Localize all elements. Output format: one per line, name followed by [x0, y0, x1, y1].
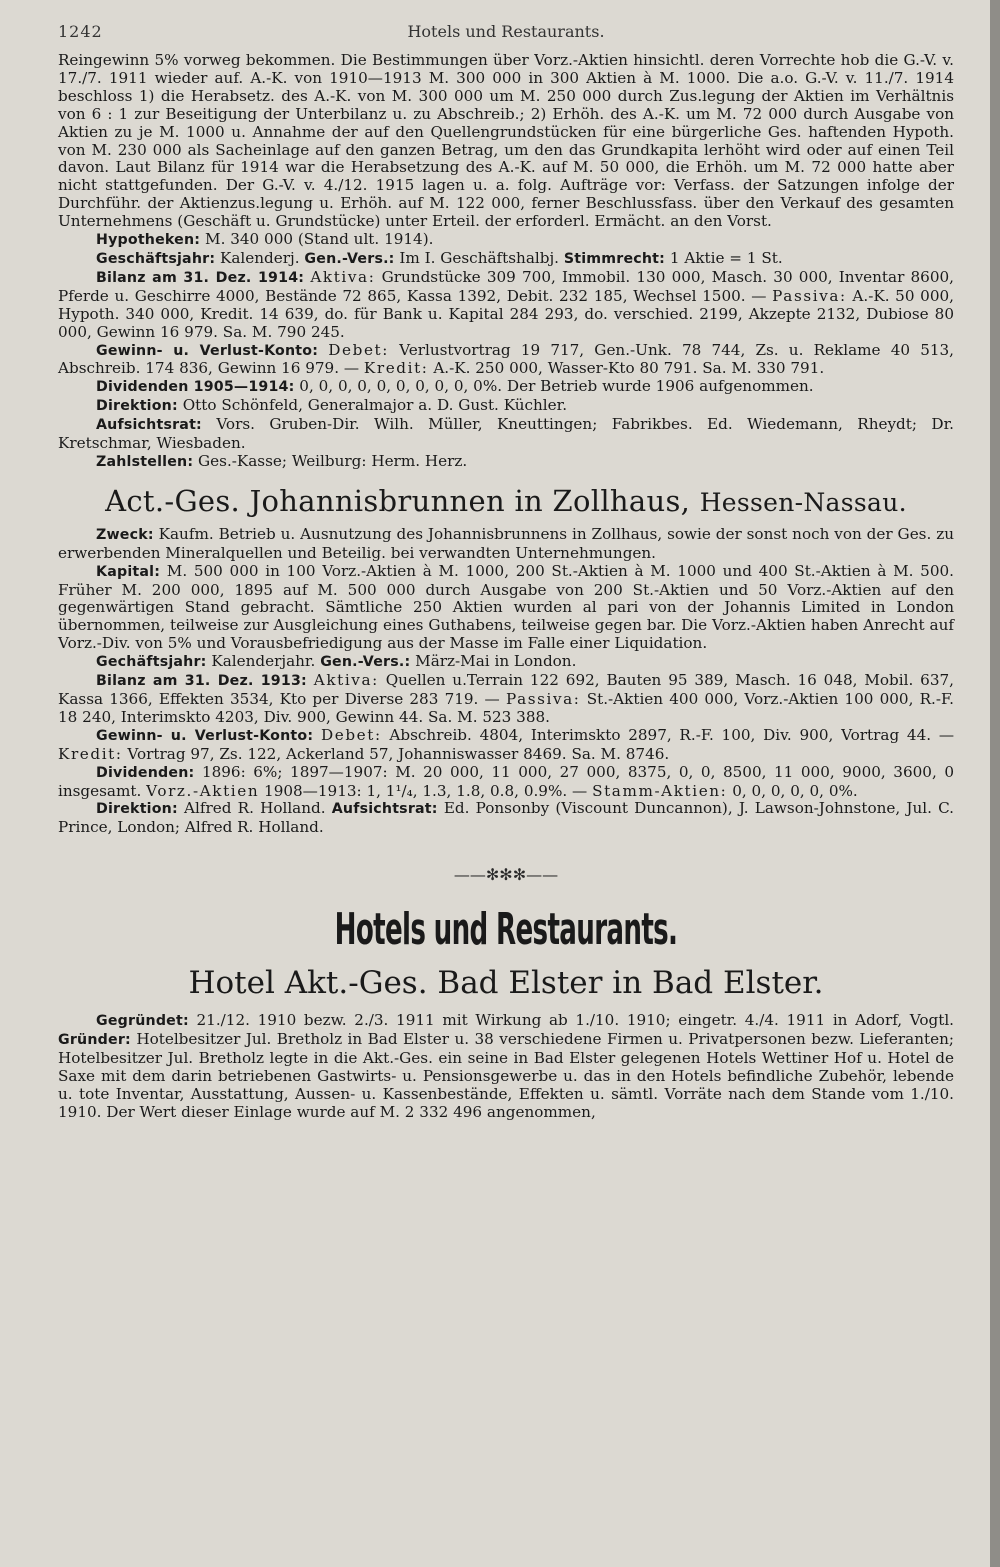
paragraph-hypotheken: Hypotheken: M. 340 000 (Stand ult. 1914).: [96, 230, 434, 249]
paragraph-direktion-2: Direktion: Alfred R. Holland. Aufsichtsrat: Ed. Ponsonby (Viscount Duncannon), J. Lawson-Johnstone, Jul. C. Prince, London; Alfred R. Holland.: [58, 799, 954, 837]
page-number: 1242: [58, 22, 103, 41]
paragraph-geschaeftsjahr-2: Gechäftsjahr: Kalenderjahr. Gen.-Vers.: März-Mai in London.: [96, 652, 577, 671]
paragraph-gewinn-verlust: Gewinn- u. Verlust-Konto: Debet: Verlustvortrag 19 717, Gen.-Unk. 78 744, Zs. u. Reklame 40 513, Abschreib. 174 836, Gewinn 16 979. — Kredit: A.-K. 250 000, Wasser-Kto 80 791. Sa. M. 330 791.: [58, 340, 955, 378]
paragraph-gewinn-verlust-2: Gewinn- u. Verlust-Konto: Debet: Abschreib. 4804, Interimskto 2897, R.-F. 100, Div. 900, Vortrag 44. — Kredit: Vortrag 97, Zs. 122, Ackerland 57, Johanniswasser 8469. Sa. M. 8746.: [58, 725, 955, 763]
page-header: [58, 22, 954, 52]
company-heading-johannisbrunnen: Act.-Ges. Johannisbrunnen in Zollhaus, Hessen-Nassau.: [105, 483, 907, 518]
paragraph-continuation: Reingewinn 5% vorweg bekommen. Die Bestimmungen über Vorz.-Aktien hinsichtl. deren Vorrechte hob die G.-V. v. 17./7. 1911 wieder auf. A.-K. von 1910—1913 M. 300 000 in 300 Aktien à M. 1000. Die a.o. G.-V. v. 11./7. 1914 beschloss 1) die Herabsetz. des A.-K. von M. 300 000 um M. 250 000 durch Zus.legung der Aktien im Verhältnis von 6 : 1 zur Beseitigung der Unterbilanz u. zu Abschreib.; 2) Erhöh. des A.-K. um M. 72 000 durch Ausgabe von Aktien zu je M. 1000 u. Annahme der auf den Quellengrundstücken für eine bürgerliche Ges. haftenden Hypoth. von M. 230 000 als Sacheinlage auf den ganzen Betrag, um den das Grundkapita lerhöht wird oder auf einen Teil davon. Laut Bilanz für 1914 war die Herabsetzung des A.-K. auf M. 50 000, die Erhöh. um M. 72 000 hatte aber nicht stattgefunden. Der G.-V. v. 4./12. 1915 lagen u. a. folg. Aufträge vor: Verfass. der Satzungen infolge der Durchführ. der Aktienzus.legung u. Erhöh. auf M. 122 000, ferner Beschlussfass. über den Verkauf des gesamten Unternehmens (Geschäft u. Grundstücke) unter Erteil. der erforderl. Ermächt. an den Vorst.: [58, 51, 954, 231]
section-title: Hotels und Restaurants.: [334, 904, 678, 956]
paragraph-direktion: Direktion: Otto Schönfeld, Generalmajor a. D. Gust. Küchler.: [96, 396, 568, 415]
page-edge: [990, 0, 1000, 1567]
paragraph-zahlstellen: Zahlstellen: Ges.-Kasse; Weilburg: Herm. Herz.: [96, 451, 468, 470]
paragraph-dividenden: Dividenden 1905—1914: 0, 0, 0, 0, 0, 0, 0, 0, 0, 0%. Der Betrieb wurde 1906 aufgenommen.: [96, 377, 814, 396]
paragraph-bilanz: Bilanz am 31. Dez. 1914: Aktiva: Grundstücke 309 700, Immobil. 130 000, Masch. 30 000, Inventar 8600, Pferde u. Geschirre 4000, Bestände 72 865, Kassa 1392, Debit. 232 185, Wechsel 1500. — Passiva: A.-K. 50 000, Hypoth. 340 000, Kredit. 14 639, do. für Bank u. Kapital 284 293, do. verschied. 2199, Akzepte 2132, Dubiose 80 000, Gewinn 16 979. Sa. M. 790 245.: [58, 267, 954, 341]
paragraph-aufsichtsrat: Aufsichtsrat: Vors. Gruben-Dir. Wilh. Müller, Kneuttingen; Fabrikbes. Ed. Wiedemann, Rheydt; Dr. Kretschmar, Wiesbaden.: [58, 415, 954, 453]
paragraph-dividenden-2: Dividenden: 1896: 6%; 1897—1907: M. 20 000, 11 000, 27 000, 8375, 0, 0, 8500, 11 000, 9000, 3600, 0 insgesamt. Vorz.-Aktien 1908—1913: 1, 1¹/₄, 1.3, 1.8, 0.8, 0.9%. — Stamm-Aktien: 0, 0, 0, 0, 0, 0%.: [58, 762, 954, 800]
paragraph-bilanz-2: Bilanz am 31. Dez. 1913: Aktiva: Quellen u.Terrain 122 692, Bauten 95 389, Masch. 16 048, Mobil. 637, Kassa 1366, Effekten 3534, Kto per Diverse 283 719. — Passiva: St.-Aktien 400 000, Vorz.-Aktien 100 000, R.-F. 18 240, Interimskto 4203, Div. 900, Gewinn 44. Sa. M. 523 388.: [58, 671, 954, 726]
running-title: Hotels und Restaurants.: [407, 22, 605, 41]
paragraph-kapital: Kapital: M. 500 000 in 100 Vorz.-Aktien à M. 1000, 200 St.-Aktien à M. 1000 und 400 St.-Aktien à M. 500. Früher M. 200 000, 1895 auf M. 500 000 durch Ausgabe von 200 St.-Aktien und 50 Vorz.-Aktien auf den gegenwärtigen Stand gebracht. Sämtliche 250 Aktien wurden al pari von der Johannis Limited in London übernommen, teilweise zur Ausgleichung eines Guthabens, teilweise gegen bar. Die Vorz.-Aktien haben Anrecht auf Vorz.-Div. von 5% und Vorausbefriedigung aus der Masse im Falle einer Liquidation.: [58, 561, 954, 653]
company-heading-bad-elster: Hotel Akt.-Ges. Bad Elster in Bad Elster.: [188, 965, 824, 1002]
paragraph-gegruendet: Gegründet: 21./12. 1910 bezw. 2./3. 1911 mit Wirkung ab 1./10. 1910; eingetr. 4./4. 1911 in Adorf, Vogtl. Gründer: Hotelbesitzer Jul. Bretholz in Bad Elster u. 38 verschiedene Firmen u. Privatpersonen bezw. Lieferanten; Hotelbesitzer Jul. Bretholz legte in die Akt.-Ges. ein seine in Bad Elster gelegenen Hotels Wettiner Hof u. Hotel de Saxe mit dem darin betriebenen Gastwirts- u. Pensionsgewerbe u. das in den Hotels befindliche Zubehör, lebende u. tote Inventar, Ausstattung, Aussen- u. Kassenbestände, Effekten u. sämtl. Vorräte nach dem Stande vom 1./10. 1910. Der Wert dieser Einlage wurde auf M. 2 332 496 angenommen,: [58, 1011, 954, 1121]
ornament-divider: ——✻✻✻——: [453, 865, 559, 885]
paragraph-geschaeftsjahr: Geschäftsjahr: Kalenderj. Gen.-Vers.: Im I. Geschäftshalbj. Stimmrecht: 1 Aktie = 1 St.: [96, 248, 783, 267]
paragraph-zweck: Zweck: Kaufm. Betrieb u. Ausnutzung des Johannisbrunnens in Zollhaus, sowie der sonst noch von der Ges. zu erwerbenden Mineralquellen und Beteilig. bei verwandten Unternehmungen.: [58, 524, 954, 562]
